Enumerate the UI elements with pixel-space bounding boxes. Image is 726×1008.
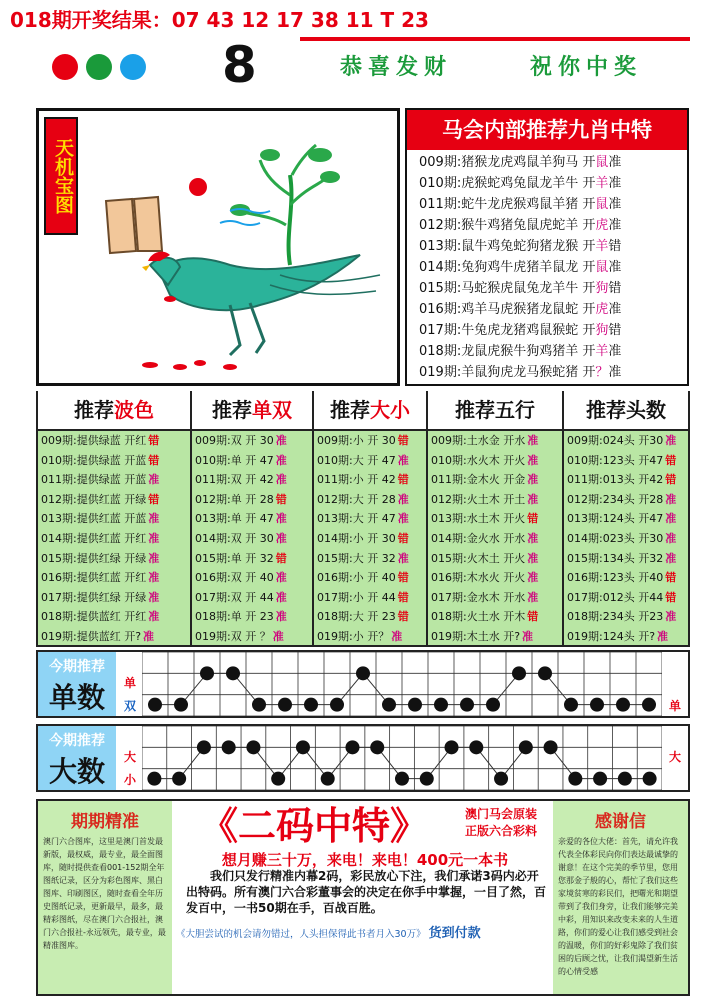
list-item: 013期:单 开 47 准: [195, 512, 287, 526]
list-item: 009期:024头 开30 准: [567, 434, 677, 447]
slogan-left: 恭喜发财: [340, 54, 453, 80]
list-item: 011期:013头 开42 错: [567, 473, 677, 487]
trend-da-point: [172, 772, 186, 786]
trend-dan-point: [278, 698, 292, 712]
list-item: 017期:牛兔虎龙猪鸡鼠猴蛇 开狗错: [419, 323, 622, 338]
list-item: 012期:234头 开28 准: [567, 492, 677, 506]
trend-dan-point: [148, 698, 162, 712]
trend-dan-point: [434, 698, 448, 712]
dot-blue: [120, 54, 146, 80]
trend-da-point: [494, 772, 508, 786]
list-item: 018期:234头 开23 准: [567, 610, 677, 624]
dot-red: [52, 54, 78, 80]
list-item: 009期:提供绿蓝 开红 错: [41, 434, 160, 447]
list-item: 018期:火土水 开木 错: [431, 610, 539, 624]
list-item: 016期:木水火 开火 准: [431, 571, 539, 585]
list-item: 017期:金水木 开水 准: [431, 590, 539, 604]
boot-left: [106, 199, 136, 253]
nine-zodiac-title: 马会内部推荐九肖中特: [407, 110, 687, 150]
sun-shape: [189, 178, 207, 196]
trend-da-point: [445, 740, 459, 754]
thanks-title: 感谢信: [595, 812, 646, 832]
trend-dan-point: [356, 666, 370, 680]
list-item: 011期:金木火 开金 准: [431, 473, 539, 487]
dot-green: [86, 54, 112, 80]
list-item: 012期:单 开 28 错: [195, 492, 287, 506]
trend-da-point: [345, 740, 359, 754]
trend-da-point: [222, 740, 236, 754]
list-item: 011期:蛇牛龙虎猴鸡鼠羊猪 开鼠准: [419, 197, 622, 212]
cash-on-delivery: 货到付款: [428, 926, 481, 941]
list-item: 012期:火土木 开土 准: [431, 492, 539, 506]
list-item: 010期:提供绿蓝 开蓝 错: [41, 453, 160, 467]
list-item: 018期:龙鼠虎猴牛狗鸡猪羊 开羊准: [419, 344, 622, 359]
column-title-danshuang: 推荐单双: [192, 391, 312, 431]
list-item: 015期:134头 开32 准: [567, 551, 677, 565]
column-daxiao: [314, 391, 428, 647]
trend-da-chart: [142, 726, 662, 790]
column-title-wuxing: 推荐五行: [428, 391, 562, 431]
list-item: 013期:124头 开47 准: [567, 512, 677, 526]
nine-zodiac-list: [407, 152, 687, 383]
list-item: 012期:大 开 28 准: [317, 492, 409, 506]
list-item: 015期:马蛇猴虎鼠兔龙羊牛 开狗错: [419, 281, 622, 296]
list-item: 018期:提供蓝红 开红 准: [41, 610, 160, 624]
list-item: 018期:大 开 23 错: [317, 610, 409, 624]
list-item: 014期:双 开 30 准: [195, 531, 287, 545]
trend-da-point: [643, 772, 657, 786]
precise-text: 澳门六合图库，这里是澳门首发最新版，最权威，最专业，最全面图库，随时提供查看001-152期全年图纸记录，区分为彩色图库、黑白图库、印刷图区，随时查看全年历史图纸记录，更新最早，最多，最精彩图纸，尽在澳门六合报社，澳门六合报社-永远领先，最专业，最精准图库。: [43, 837, 166, 950]
trend-da-point: [568, 772, 582, 786]
promise-text: 我们只发行精准内幕2码，彩民放心下注，我们承诺3码内必开出特码。所有澳门六合彩董事会的决定在你手中掌握，一目了然，百发百中，一书50期在手，百战百胜。: [186, 869, 547, 915]
header-red-line: [300, 37, 690, 41]
trend-dan-bottom-tag: 双: [123, 699, 136, 713]
two-code-headline: 《二码中特》: [199, 803, 428, 848]
trend-da-point: [271, 772, 285, 786]
draw-result-title: 018期开奖结果：07 43 12 17 38 11 T 23: [10, 8, 429, 32]
column-title-toushu: 推荐头数: [564, 391, 688, 431]
trend-da-point: [147, 772, 161, 786]
slogan-right: 祝你中奖: [530, 54, 643, 80]
precise-panel: [38, 801, 172, 994]
list-item: 016期:鸡羊马虎猴猪龙鼠蛇 开虎准: [419, 302, 622, 317]
list-item: 010期:虎猴蛇鸡兔鼠龙羊牛 开羊准: [419, 176, 622, 191]
list-item: 019期:提供蓝红 开? 准: [41, 629, 155, 643]
list-item: 015期:火木土 开火 准: [431, 551, 539, 565]
list-item: 019期:木土水 开? 准: [431, 629, 534, 643]
list-item: 011期:双 开 42 准: [195, 473, 287, 487]
list-item: 016期:双 开 40 准: [195, 571, 287, 585]
trend-dan-point: [564, 698, 578, 712]
trend-da-point: [296, 740, 310, 754]
trend-dan-point: [200, 666, 214, 680]
rooster-illustration: [80, 115, 396, 381]
list-item: 010期:123头 开47 错: [567, 453, 677, 467]
trend-da-point: [395, 772, 409, 786]
list-item: 009期:猪猴龙虎鸡鼠羊狗马 开鼠准: [419, 155, 622, 170]
trend-da-point: [593, 772, 607, 786]
list-item: 014期:金火水 开水 准: [431, 531, 539, 545]
trend-dan-point: [330, 698, 344, 712]
trend-da-bottom-tag: 小: [123, 773, 136, 787]
list-item: 019期:羊鼠狗虎龙马猴蛇猪 开？准: [419, 365, 622, 380]
list-item: 013期:鼠牛鸡兔蛇狗猪龙猴 开羊错: [419, 239, 622, 254]
earn-slogan: 想月赚三十万，来电！来电！400元一本书: [221, 851, 509, 869]
trend-dan-point: [512, 666, 526, 680]
trend-dan-point: [226, 666, 240, 680]
trend-dan-point: [590, 698, 604, 712]
footer-note: 《大胆尝试的机会请勿错过，人头担保得此书者月入30万》 货到付款: [176, 926, 481, 941]
list-item: 012期:提供红蓝 开绿 错: [41, 492, 160, 506]
trend-da-end-tag: 大: [668, 750, 681, 764]
trend-da-point: [197, 740, 211, 754]
list-item: 009期:土水金 开水 准: [431, 434, 539, 447]
list-item: 010期:水火木 开火 准: [431, 453, 539, 467]
trend-da-point: [519, 740, 533, 754]
list-item: 016期:123头 开40 错: [567, 571, 677, 585]
trend-dan-point: [616, 698, 630, 712]
list-item: 010期:大 开 47 准: [317, 453, 409, 467]
list-item: 019期:小 开？ 准: [317, 629, 403, 643]
list-item: 019期:双 开 ？ 准: [195, 629, 284, 643]
trend-dan-point: [304, 698, 318, 712]
macau-tag: 澳门马会原装 正版六合彩料: [464, 807, 537, 838]
column-wuxing: [428, 391, 564, 647]
trend-dan-top-tag: 单: [123, 676, 136, 690]
trend-dan-point: [538, 666, 552, 680]
trend-da-point: [544, 740, 558, 754]
list-item: 019期:124头 开? 准: [567, 629, 669, 643]
trend-dan-point: [252, 698, 266, 712]
list-item: 015期:大 开 32 准: [317, 551, 409, 565]
list-item: 009期:小 开 30 错: [317, 434, 409, 447]
list-item: 012期:猴牛鸡猪兔鼠虎蛇羊 开虎准: [419, 218, 622, 233]
list-item: 011期:提供绿蓝 开蓝 准: [41, 473, 160, 487]
column-bose: [38, 391, 192, 647]
trend-dan-point: [642, 698, 656, 712]
trend-dan-chart: [142, 652, 662, 716]
list-item: 017期:提供红绿 开绿 准: [41, 590, 160, 604]
list-item: 013期:大 开 47 准: [317, 512, 409, 526]
list-item: 009期:双 开 30 准: [195, 434, 287, 447]
tianji-label: 天机宝图: [44, 117, 78, 235]
trend-da-point: [370, 740, 384, 754]
issue-number: 8: [222, 36, 257, 94]
trend-dan-point: [382, 698, 396, 712]
list-item: 013期:水土木 开火 错: [431, 512, 539, 526]
trend-dan-point: [174, 698, 188, 712]
column-title-daxiao: 推荐大小: [314, 391, 426, 431]
trend-dan-point: [408, 698, 422, 712]
list-item: 018期:单 开 23 准: [195, 610, 287, 624]
trend-da-point: [321, 772, 335, 786]
column-toushu: [564, 391, 688, 647]
trend-da-label: 今期推荐 大数: [38, 726, 116, 790]
list-item: 017期:双 开 44 准: [195, 590, 287, 604]
list-item: 011期:小 开 42 错: [317, 473, 409, 487]
list-item: 010期:单 开 47 准: [195, 453, 287, 467]
trend-da-top-tag: 大: [123, 750, 136, 764]
list-item: 017期:012头 开44 错: [567, 590, 677, 604]
thanks-text: 亲爱的各位大佬：首先，请允许我代表全体彩民向你们表达最诚挚的谢意！在这个完美的季节里，您用您那金子般的心，帮忙了我们这些家境贫寒的彩民们，把曙光和期望带到了我们身旁，让我们能够完美中彩，用知识来改变未来的人生道路，你们的爱心让我们感受到社会的温暖，你们的好彩鬼除了我们贫困的后顾之忧，让我们渴望新生活的心情受感: [558, 837, 678, 976]
rooster-body: [160, 255, 360, 310]
trend-da-point: [469, 740, 483, 754]
list-item: 016期:提供红蓝 开红 准: [41, 571, 160, 585]
trend-dan-end-tag: 单: [668, 699, 681, 713]
trend-da-point: [618, 772, 632, 786]
list-item: 014期:兔狗鸡牛虎猪羊鼠龙 开鼠准: [419, 260, 622, 275]
thanks-letter-panel: [553, 801, 688, 994]
list-item: 015期:提供红绿 开绿 准: [41, 551, 160, 565]
column-title-bose: 推荐波色: [38, 391, 190, 431]
trend-da-point: [246, 740, 260, 754]
precise-title: 期期精准: [71, 812, 139, 832]
list-item: 016期:小 开 40 错: [317, 571, 409, 585]
trend-dan-point: [486, 698, 500, 712]
list-item: 013期:提供红蓝 开蓝 准: [41, 512, 160, 526]
column-danshuang: [192, 391, 314, 647]
list-item: 014期:023头 开30 准: [567, 531, 677, 545]
list-item: 015期:单 开 32 错: [195, 551, 287, 565]
list-item: 014期:小 开 30 错: [317, 531, 409, 545]
boot-right: [134, 197, 162, 251]
list-item: 014期:提供红蓝 开红 准: [41, 531, 160, 545]
trend-da-point: [420, 772, 434, 786]
trend-dan-point: [460, 698, 474, 712]
trend-dan-label: 今期推荐 单数: [38, 652, 116, 716]
list-item: 017期:小 开 44 错: [317, 590, 409, 604]
